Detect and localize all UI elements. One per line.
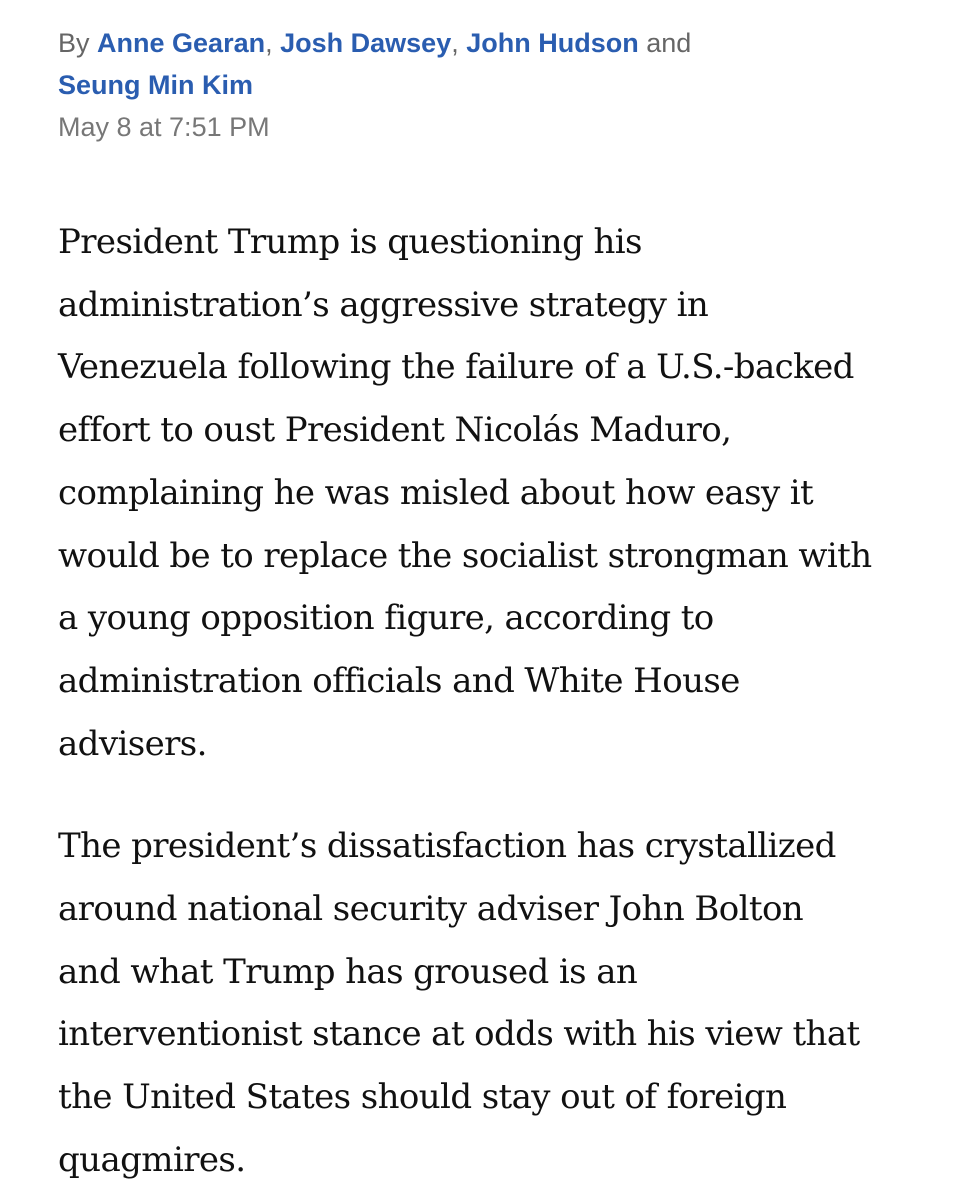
paragraph-line: complaining he was misled about how easy it xyxy=(58,472,814,513)
paragraph-line: Venezuela following the failure of a U.S.-backed xyxy=(58,347,854,388)
paragraph-line: a young opposition figure, according to xyxy=(58,598,714,639)
byline-separator: , xyxy=(451,28,459,58)
paragraph-line: effort to oust President Nicolás Maduro, xyxy=(58,410,732,451)
article xyxy=(58,22,918,1192)
paragraph-line: The president’s dissatisfaction has crystallized xyxy=(58,826,836,867)
byline xyxy=(58,22,918,106)
paragraph-line: and what Trump has groused is an xyxy=(58,951,638,992)
publish-timestamp: May 8 at 7:51 PM xyxy=(58,112,270,142)
paragraph-line: around national security adviser John Bolton xyxy=(58,889,804,930)
paragraph-line: administration officials and White House xyxy=(58,660,740,701)
paragraph-line: administration’s aggressive strategy in xyxy=(58,284,709,325)
paragraph-line: interventionist stance at odds with his view that xyxy=(58,1014,860,1055)
article-paragraph xyxy=(58,211,918,775)
byline-prefix: By xyxy=(58,28,90,58)
paragraph-line: would be to replace the socialist strongman with xyxy=(58,535,872,576)
paragraph-line: President Trump is questioning his xyxy=(58,222,642,262)
author-link-anne-gearan[interactable]: Anne Gearan xyxy=(97,28,266,58)
byline-separator: , xyxy=(265,28,273,58)
author-link-john-hudson[interactable]: John Hudson xyxy=(466,28,639,58)
byline-conjunction: and xyxy=(646,28,692,58)
paragraph-line: quagmires. xyxy=(58,1139,246,1180)
paragraph-line: the United States should stay out of foreign xyxy=(58,1077,787,1118)
paragraph-line: advisers. xyxy=(58,723,207,764)
article-paragraph xyxy=(58,815,918,1191)
author-link-josh-dawsey[interactable]: Josh Dawsey xyxy=(280,28,452,58)
author-link-seung-min-kim[interactable]: Seung Min Kim xyxy=(58,70,253,100)
